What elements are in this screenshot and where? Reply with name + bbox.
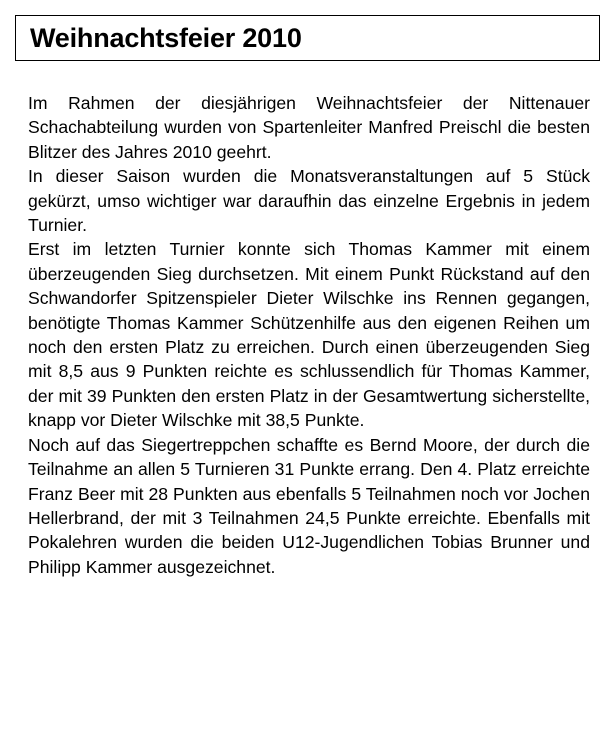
article-title: Weihnachtsfeier 2010 [30,22,302,53]
article-paragraph: Noch auf das Siegertreppchen schaffte es Bernd Moore, der durch die Teilnahme an allen 5 Turnieren 31 Punkte errang. Den 4. Platz erreichte Franz Beer mit 28 Punkten aus ebenfalls 5 Teilnahmen noch vor Jochen Hellerbrand, der mit 3 Teilnahmen 24,5 Punkte erreichte. Ebenfalls mit Pokalehren wurden die beiden U12-Jugendlichen Tobias Brunner und Philipp Kammer ausgezeichnet. [28,434,590,577]
article-paragraph: In dieser Saison wurden die Monatsveranstaltungen auf 5 Stück gekürzt, umso wichtiger war daraufhin das einzelne Ergebnis in jedem Turnier. [28,166,590,236]
article-body [28,91,590,579]
article-paragraph: Im Rahmen der diesjährigen Weihnachtsfeier der Nittenauer Schachabteilung wurden von Spartenleiter Manfred Preischl die besten Blitzer des Jahres 2010 geehrt. [28,93,590,162]
title-box [15,15,600,61]
article-paragraph: Erst im letzten Turnier konnte sich Thomas Kammer mit einem überzeugenden Sieg durchsetzen. Mit einem Punkt Rückstand auf den Schwandorfer Spitzenspieler Dieter Wilschke ins Rennen gegangen, benötigte Thomas Kammer Schützenhilfe aus den eigenen Reihen um noch den ersten Platz zu erreichen. Durch einen überzeugenden Sieg mit 8,5 aus 9 Punkten reichte es schlussendlich für Thomas Kammer, der mit 39 Punkten den ersten Platz in der Gesamtwertung sicherstellte, knapp vor Dieter Wilschke mit 38,5 Punkte. [28,239,590,431]
